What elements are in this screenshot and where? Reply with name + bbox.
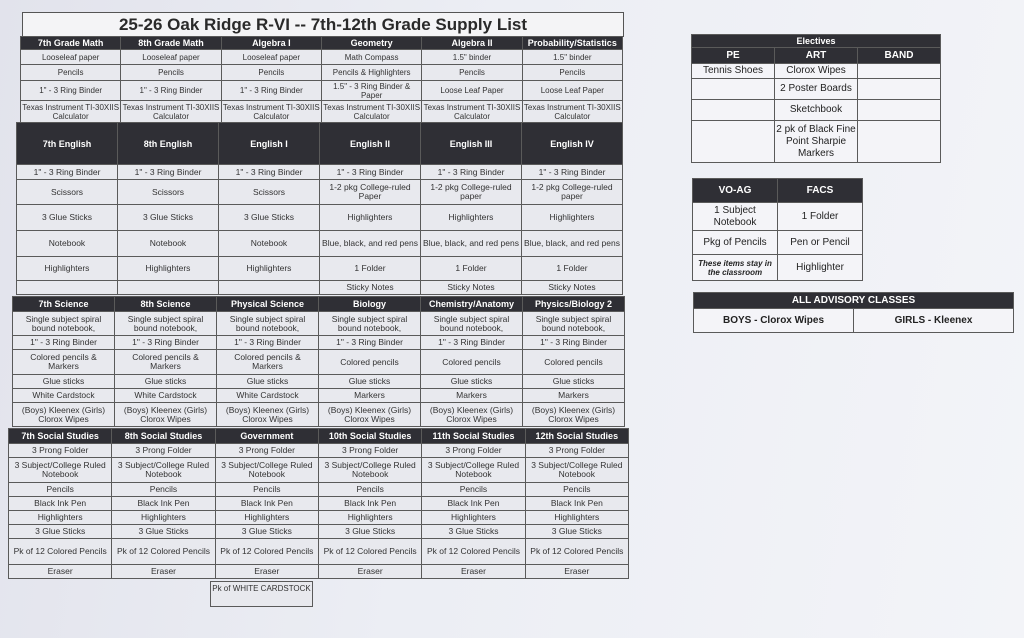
table-cell: Pencils — [21, 65, 121, 81]
table-cell: Pencils — [422, 483, 525, 497]
table-cell: Loose Leaf Paper — [422, 81, 522, 101]
table-cell: Sticky Notes — [421, 281, 522, 295]
table-row — [9, 525, 629, 539]
table-cell: 1 Folder — [522, 257, 623, 281]
table-cell: Single subject spiral bound notebook, — [523, 312, 625, 336]
table-row — [13, 350, 625, 375]
table-cell: 3 Prong Folder — [215, 444, 318, 458]
table-row — [17, 205, 623, 231]
column-header: ART — [775, 48, 858, 64]
table-cell: Markers — [421, 389, 523, 403]
table-row — [693, 231, 863, 255]
table-cell: Highlighters — [421, 205, 522, 231]
table-row — [13, 403, 625, 427]
table-cell: 1" - 3 Ring Binder — [13, 336, 115, 350]
table-cell: Pk of 12 Colored Pencils — [9, 539, 112, 565]
advisory-title: ALL ADVISORY CLASSES — [694, 293, 1014, 309]
table-cell: 1-2 pkg College-ruled paper — [522, 180, 623, 205]
classroom-note: These items stay in the classroom — [693, 255, 778, 281]
table-cell: Pencils & Highlighters — [321, 65, 421, 81]
table-cell: Single subject spiral bound notebook, — [421, 312, 523, 336]
table-cell: Black Ink Pen — [525, 497, 628, 511]
table-cell: 1.5" binder — [522, 50, 622, 65]
table-cell: 1" - 3 Ring Binder — [221, 81, 321, 101]
table-cell: (Boys) Kleenex (Girls) Clorox Wipes — [217, 403, 319, 427]
column-header: 8th Social Studies — [112, 429, 215, 444]
table-cell: (Boys) Kleenex (Girls) Clorox Wipes — [523, 403, 625, 427]
column-header: Biology — [319, 297, 421, 312]
table-cell: White Cardstock — [13, 389, 115, 403]
column-header: Physical Science — [217, 297, 319, 312]
table-cell: Glue sticks — [523, 375, 625, 389]
page-title: 25-26 Oak Ridge R-VI -- 7th-12th Grade Supply List — [22, 12, 624, 37]
electives-title: Electives — [692, 35, 941, 48]
table-cell: 3 Glue Sticks — [9, 525, 112, 539]
table-cell: Eraser — [9, 565, 112, 579]
table-cell: 3 Glue Sticks — [17, 205, 118, 231]
table-cell: Highlighters — [422, 511, 525, 525]
table-cell: Glue sticks — [217, 375, 319, 389]
table-cell: 1-2 pkg College-ruled paper — [421, 180, 522, 205]
table-row — [692, 64, 941, 79]
table-cell — [17, 281, 118, 295]
column-header: FACS — [778, 179, 863, 203]
table-cell: 1" - 3 Ring Binder — [421, 336, 523, 350]
table-cell: Highlighters — [17, 257, 118, 281]
column-header: Probability/Statistics — [522, 37, 622, 50]
table-cell: Highlighters — [219, 257, 320, 281]
table-cell: 1 Folder — [778, 203, 863, 231]
table-cell: 1 Folder — [421, 257, 522, 281]
table-cell: Black Ink Pen — [215, 497, 318, 511]
table-cell: Pencils — [215, 483, 318, 497]
table-cell: Texas Instrument TI-30XIIS Calculator — [523, 102, 621, 121]
table-row — [693, 203, 863, 231]
table-cell: 1" - 3 Ring Binder — [219, 165, 320, 180]
table-row — [21, 81, 623, 101]
column-header: 8th English — [118, 123, 219, 165]
table-cell: Pencils — [525, 483, 628, 497]
table-cell: Highlighters — [112, 511, 215, 525]
table-row — [694, 309, 1014, 333]
table-cell: 3 Subject/College Ruled Notebook — [112, 458, 215, 483]
table-cell — [858, 64, 941, 79]
table-cell: (Boys) Kleenex (Girls) Clorox Wipes — [115, 403, 217, 427]
table-cell: Highlighters — [118, 257, 219, 281]
table-cell — [858, 100, 941, 121]
table-row — [17, 231, 623, 257]
table-cell: 1" - 3 Ring Binder — [17, 165, 118, 180]
table-cell: Single subject spiral bound notebook, — [115, 312, 217, 336]
table-cell: 3 Glue Sticks — [118, 205, 219, 231]
table-cell: Eraser — [422, 565, 525, 579]
table-cell: Black Ink Pen — [422, 497, 525, 511]
table-cell: Pencils — [221, 65, 321, 81]
column-header: 7th Social Studies — [9, 429, 112, 444]
table-cell: 1" - 3 Ring Binder — [523, 336, 625, 350]
table-cell: 2 Poster Boards — [775, 79, 858, 100]
science-supplies-table — [12, 296, 625, 427]
table-cell: Colored pencils & Markers — [115, 350, 217, 375]
column-header: English I — [219, 123, 320, 165]
table-cell: Texas Instrument TI-30XIIS Calculator — [22, 102, 120, 121]
table-cell: Single subject spiral bound notebook, — [13, 312, 115, 336]
table-cell: (Boys) Kleenex (Girls) Clorox Wipes — [13, 403, 115, 427]
table-cell: 1-2 pkg College-ruled Paper — [320, 180, 421, 205]
table-cell: Texas Instrument TI-30XIIS Calculator — [323, 102, 421, 121]
table-cell: Pk of 12 Colored Pencils — [215, 539, 318, 565]
table-cell: (Boys) Kleenex (Girls) Clorox Wipes — [421, 403, 523, 427]
table-cell: Looseleaf paper — [121, 50, 221, 65]
table-row — [9, 565, 629, 579]
table-cell: 3 Subject/College Ruled Notebook — [525, 458, 628, 483]
table-cell: Pencils — [422, 65, 522, 81]
table-cell: Scissors — [118, 180, 219, 205]
table-cell: 3 Prong Folder — [112, 444, 215, 458]
table-row — [9, 458, 629, 483]
column-header: VO-AG — [693, 179, 778, 203]
table-cell: 1 Subject Notebook — [693, 203, 778, 231]
table-row — [13, 375, 625, 389]
table-cell: Eraser — [112, 565, 215, 579]
table-cell: Colored pencils & Markers — [217, 350, 319, 375]
table-cell: Black Ink Pen — [318, 497, 421, 511]
table-row — [17, 257, 623, 281]
table-cell: Pk of 12 Colored Pencils — [422, 539, 525, 565]
table-cell: 1" - 3 Ring Binder — [21, 81, 121, 101]
column-header: Chemistry/Anatomy — [421, 297, 523, 312]
table-cell: Colored pencils & Markers — [13, 350, 115, 375]
table-cell: Highlighters — [318, 511, 421, 525]
table-cell: 1" - 3 Ring Binder — [522, 165, 623, 180]
table-cell: Looseleaf paper — [221, 50, 321, 65]
column-header: English II — [320, 123, 421, 165]
table-cell: 3 Glue Sticks — [318, 525, 421, 539]
table-cell — [858, 121, 941, 163]
table-cell: Math Compass — [321, 50, 421, 65]
table-cell: Pencils — [522, 65, 622, 81]
boys-advisory-item: BOYS - Clorox Wipes — [694, 309, 854, 333]
table-cell: Sticky Notes — [320, 281, 421, 295]
table-cell: Eraser — [525, 565, 628, 579]
table-row — [692, 121, 941, 163]
table-cell: White Cardstock — [217, 389, 319, 403]
table-cell: Pk of 12 Colored Pencils — [525, 539, 628, 565]
table-cell: Texas Instrument TI-30XIIS Calculator — [423, 102, 521, 121]
table-cell: Pkg of Pencils — [693, 231, 778, 255]
table-cell: 2 pk of Black Fine Point Sharpie Markers — [775, 121, 858, 163]
table-cell: Notebook — [17, 231, 118, 257]
table-cell: (Boys) Kleenex (Girls) Clorox Wipes — [319, 403, 421, 427]
column-header: BAND — [858, 48, 941, 64]
table-cell: 3 Prong Folder — [318, 444, 421, 458]
table-cell: 1" - 3 Ring Binder — [118, 165, 219, 180]
table-cell: Sketchbook — [775, 100, 858, 121]
column-header: 8th Grade Math — [121, 37, 221, 50]
column-header: Geometry — [321, 37, 421, 50]
table-row — [9, 497, 629, 511]
table-cell: 1" - 3 Ring Binder — [115, 336, 217, 350]
table-cell — [692, 79, 775, 100]
table-cell: Blue, black, and red pens — [421, 231, 522, 257]
table-cell: Scissors — [17, 180, 118, 205]
table-row — [13, 312, 625, 336]
table-cell: 3 Subject/College Ruled Notebook — [215, 458, 318, 483]
table-cell: 3 Subject/College Ruled Notebook — [422, 458, 525, 483]
table-cell: Highlighters — [9, 511, 112, 525]
table-cell: 3 Glue Sticks — [422, 525, 525, 539]
table-cell: Highlighters — [522, 205, 623, 231]
table-cell: Loose Leaf Paper — [522, 81, 622, 101]
table-cell: Pencils — [9, 483, 112, 497]
table-row — [21, 101, 623, 123]
table-cell: 3 Subject/College Ruled Notebook — [318, 458, 421, 483]
table-cell: Pencils — [318, 483, 421, 497]
table-cell: Eraser — [318, 565, 421, 579]
table-cell: Blue, black, and red pens — [320, 231, 421, 257]
english-supplies-table — [16, 122, 623, 295]
table-cell: Single subject spiral bound notebook, — [217, 312, 319, 336]
table-cell: Eraser — [215, 565, 318, 579]
table-cell: 3 Glue Sticks — [215, 525, 318, 539]
column-header: 7th Science — [13, 297, 115, 312]
table-cell: 3 Prong Folder — [9, 444, 112, 458]
table-cell: Highlighters — [525, 511, 628, 525]
table-cell — [118, 281, 219, 295]
girls-advisory-item: GIRLS - Kleenex — [854, 309, 1014, 333]
table-cell: 1.5" binder — [422, 50, 522, 65]
column-header: English IV — [522, 123, 623, 165]
table-cell: White Cardstock — [115, 389, 217, 403]
social-studies-supplies-table — [8, 428, 629, 579]
table-cell: Glue sticks — [13, 375, 115, 389]
column-header: 11th Social Studies — [422, 429, 525, 444]
column-header: 7th English — [17, 123, 118, 165]
table-cell: Notebook — [219, 231, 320, 257]
table-cell: 1 Folder — [320, 257, 421, 281]
table-cell — [692, 121, 775, 163]
table-cell: Black Ink Pen — [112, 497, 215, 511]
column-header: 8th Science — [115, 297, 217, 312]
table-cell: Scissors — [219, 180, 320, 205]
table-cell: 3 Subject/College Ruled Notebook — [9, 458, 112, 483]
advisory-table — [693, 292, 1014, 333]
table-cell: Colored pencils — [421, 350, 523, 375]
table-cell: Clorox Wipes — [775, 64, 858, 79]
table-row — [692, 79, 941, 100]
table-cell: Blue, black, and red pens — [522, 231, 623, 257]
table-cell: 3 Glue Sticks — [112, 525, 215, 539]
table-cell: Colored pencils — [523, 350, 625, 375]
table-cell: 3 Glue Sticks — [219, 205, 320, 231]
table-cell: 1" - 3 Ring Binder — [217, 336, 319, 350]
table-cell: Pencils — [112, 483, 215, 497]
table-cell: 3 Glue Sticks — [525, 525, 628, 539]
table-cell: Looseleaf paper — [21, 50, 121, 65]
table-cell: Texas Instrument TI-30XIIS Calculator — [122, 102, 220, 121]
table-cell: Black Ink Pen — [9, 497, 112, 511]
table-cell: Pk of 12 Colored Pencils — [318, 539, 421, 565]
column-header: Algebra II — [422, 37, 522, 50]
government-extra-item: Pk of WHITE CARDSTOCK — [210, 581, 313, 607]
column-header: 12th Social Studies — [525, 429, 628, 444]
table-cell: 1" - 3 Ring Binder — [320, 165, 421, 180]
table-row — [692, 100, 941, 121]
column-header: Physics/Biology 2 — [523, 297, 625, 312]
table-cell: 1" - 3 Ring Binder — [421, 165, 522, 180]
table-row — [9, 444, 629, 458]
table-cell: Glue sticks — [319, 375, 421, 389]
column-header: English III — [421, 123, 522, 165]
table-row — [9, 511, 629, 525]
table-cell: 1" - 3 Ring Binder — [121, 81, 221, 101]
table-cell: Single subject spiral bound notebook, — [319, 312, 421, 336]
table-cell: Pk of 12 Colored Pencils — [112, 539, 215, 565]
column-header: Government — [215, 429, 318, 444]
table-cell: Texas Instrument TI-30XIIS Calculator — [222, 102, 320, 121]
table-cell: Highlighters — [320, 205, 421, 231]
table-cell: 1" - 3 Ring Binder — [319, 336, 421, 350]
table-cell: Notebook — [118, 231, 219, 257]
column-header: Algebra I — [221, 37, 321, 50]
table-row — [17, 281, 623, 295]
table-cell: Glue sticks — [115, 375, 217, 389]
column-header: 10th Social Studies — [318, 429, 421, 444]
table-cell: 3 Prong Folder — [422, 444, 525, 458]
math-supplies-table — [20, 36, 623, 123]
table-row — [21, 50, 623, 65]
table-cell: Tennis Shoes — [692, 64, 775, 79]
table-cell — [219, 281, 320, 295]
table-cell: Highlighter — [778, 255, 863, 281]
table-cell: Pencils — [121, 65, 221, 81]
voag-facs-table — [692, 178, 863, 281]
table-cell: Glue sticks — [421, 375, 523, 389]
table-row — [9, 483, 629, 497]
table-cell: Pen or Pencil — [778, 231, 863, 255]
table-cell: Colored pencils — [319, 350, 421, 375]
table-cell — [858, 79, 941, 100]
table-row — [21, 65, 623, 81]
table-cell: Markers — [319, 389, 421, 403]
table-cell — [692, 100, 775, 121]
table-cell: Highlighters — [215, 511, 318, 525]
table-row — [693, 255, 863, 281]
table-row — [13, 336, 625, 350]
table-row — [17, 165, 623, 180]
electives-table — [691, 34, 941, 163]
table-cell: Markers — [523, 389, 625, 403]
table-cell: 1.5" - 3 Ring Binder & Paper — [321, 81, 421, 101]
table-row — [17, 180, 623, 205]
table-row — [9, 539, 629, 565]
table-cell: Sticky Notes — [522, 281, 623, 295]
column-header: 7th Grade Math — [21, 37, 121, 50]
table-cell: 3 Prong Folder — [525, 444, 628, 458]
column-header: PE — [692, 48, 775, 64]
table-row — [13, 389, 625, 403]
